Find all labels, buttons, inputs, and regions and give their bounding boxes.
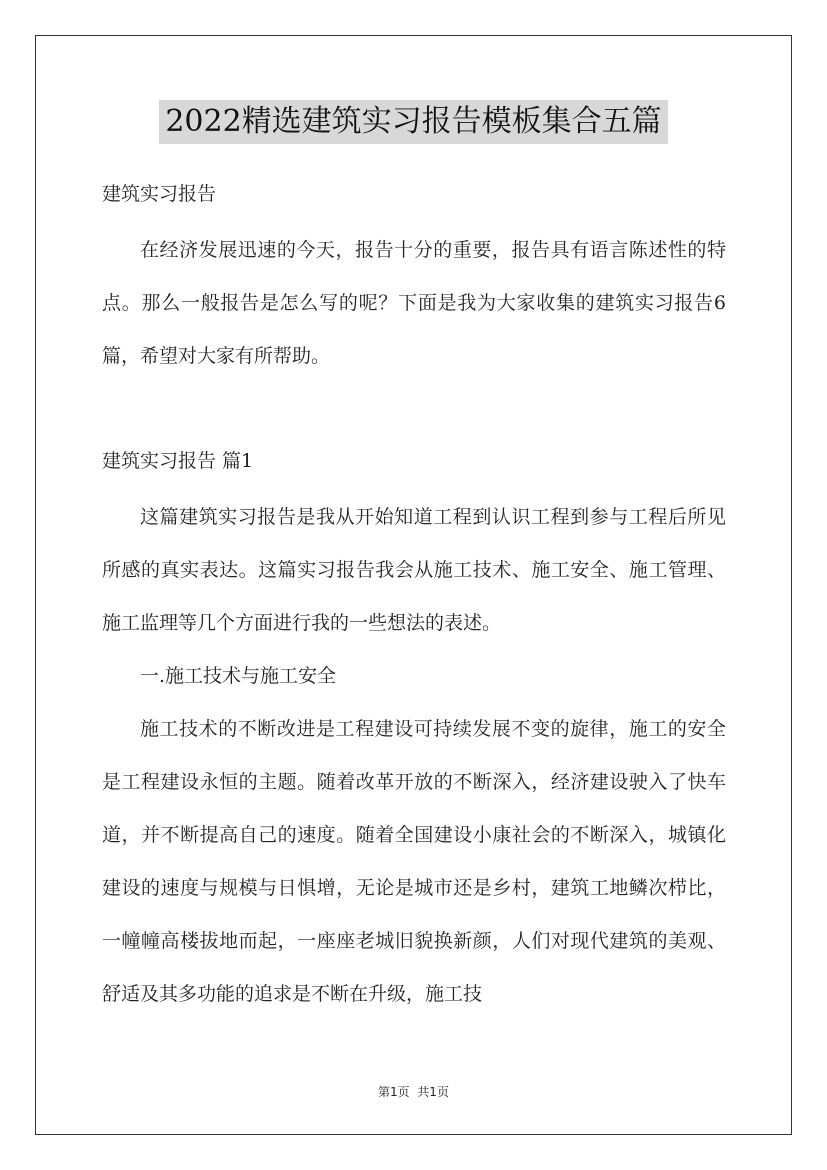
page-number-label: 第1页 共1页 — [378, 1085, 449, 1099]
subheading-construction-tech: 一.施工技术与施工安全 — [140, 665, 337, 687]
intro-paragraph: 在经济发展迅速的今天，报告十分的重要，报告具有语言陈述性的特点。那么一般报告是怎么写的呢？下面是我为大家收集的建筑实习报告6篇，希望对大家有所帮助。 — [102, 239, 726, 367]
title-container — [0, 100, 827, 144]
article-heading: 建筑实习报告 篇1 — [102, 450, 254, 472]
document-body — [102, 172, 726, 1021]
article-paragraph-1: 这篇建筑实习报告是我从开始知道工程到认识工程到参与工程后所见所感的真实表达。这篇实习报告我会从施工技术、施工安全、施工管理、施工监理等几个方面进行我的一些想法的表述。 — [102, 506, 726, 634]
document-title: 2022精选建筑实习报告模板集合五篇 — [159, 100, 667, 144]
section-heading: 建筑实习报告 — [102, 183, 217, 205]
page-footer — [0, 1083, 827, 1100]
article-paragraph-2: 施工技术的不断改进是工程建设可持续发展不变的旋律，施工的安全是工程建设永恒的主题。随着改革开放的不断深入，经济建设驶入了快车道，并不断提高自己的速度。随着全国建设小康社会的不断深入，城镇化建设的速度与规模与日惧增，无论是城市还是乡村，建筑工地鳞次栉比，一幢幢高楼拔地而起，一座座老城旧貌换新颜，人们对现代建筑的美观、舒适及其多功能的追求是不断在升级，施工技 — [102, 718, 726, 1005]
